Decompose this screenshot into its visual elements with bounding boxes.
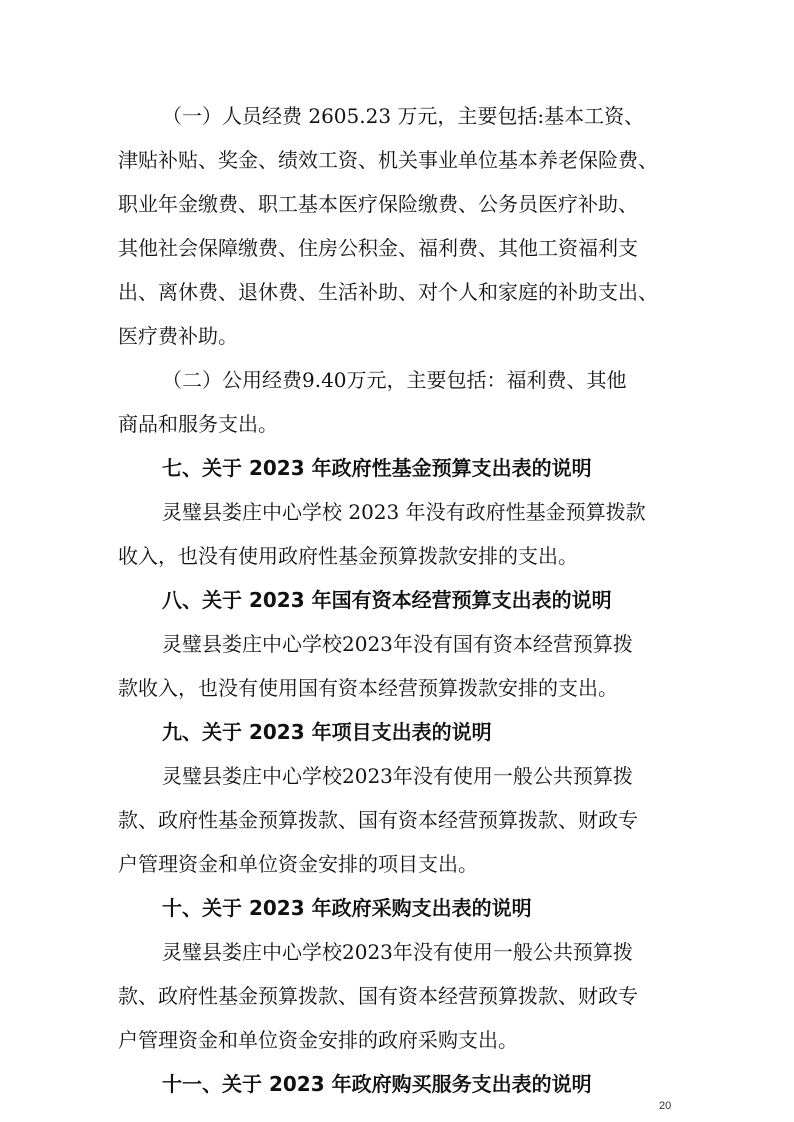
text-line: 款、政府性基金预算拨款、国有资本经营预算拨款、财政专 [118, 808, 638, 832]
heading-section-8: 八、关于 2023 年国有资本经营预算支出表的说明 [162, 588, 612, 612]
page-number: 20 [659, 1100, 672, 1112]
text-line: 户管理资金和单位资金安排的政府采购支出。 [118, 1028, 518, 1052]
text-line: 商品和服务支出。 [118, 412, 278, 436]
text-line: 出、离休费、退休费、生活补助、对个人和家庭的补助支出、 [118, 280, 658, 304]
heading-section-9: 九、关于 2023 年项目支出表的说明 [162, 720, 492, 744]
text-line: 其他社会保障缴费、住房公积金、福利费、其他工资福利支 [118, 236, 638, 260]
text-line: 款、政府性基金预算拨款、国有资本经营预算拨款、财政专 [118, 984, 638, 1008]
text-line: （一）人员经费 2605.23 万元，主要包括:基本工资、 [162, 104, 645, 128]
text-line: 款收入，也没有使用国有资本经营预算拨款安排的支出。 [118, 676, 618, 700]
text-line: 灵璧县娄庄中心学校2023年没有国有资本经营预算拨 [162, 632, 633, 656]
heading-section-7: 七、关于 2023 年政府性基金预算支出表的说明 [162, 456, 592, 480]
text-line: 收入，也没有使用政府性基金预算拨款安排的支出。 [118, 544, 578, 568]
heading-section-10: 十、关于 2023 年政府采购支出表的说明 [162, 896, 532, 920]
text-line: 津贴补贴、奖金、绩效工资、机关事业单位基本养老保险费、 [118, 148, 658, 172]
text-line: 灵璧县娄庄中心学校 2023 年没有政府性基金预算拨款 [162, 500, 646, 524]
text-line: 职业年金缴费、职工基本医疗保险缴费、公务员医疗补助、 [118, 192, 638, 216]
text-line: 户管理资金和单位资金安排的项目支出。 [118, 852, 478, 876]
text-line: 医疗费补助。 [118, 324, 238, 348]
text-line: 灵璧县娄庄中心学校2023年没有使用一般公共预算拨 [162, 940, 633, 964]
text-line: 灵璧县娄庄中心学校2023年没有使用一般公共预算拨 [162, 764, 633, 788]
heading-section-11: 十一、关于 2023 年政府购买服务支出表的说明 [162, 1072, 592, 1096]
text-line: （二）公用经费9.40万元，主要包括：福利费、其他 [162, 368, 627, 392]
